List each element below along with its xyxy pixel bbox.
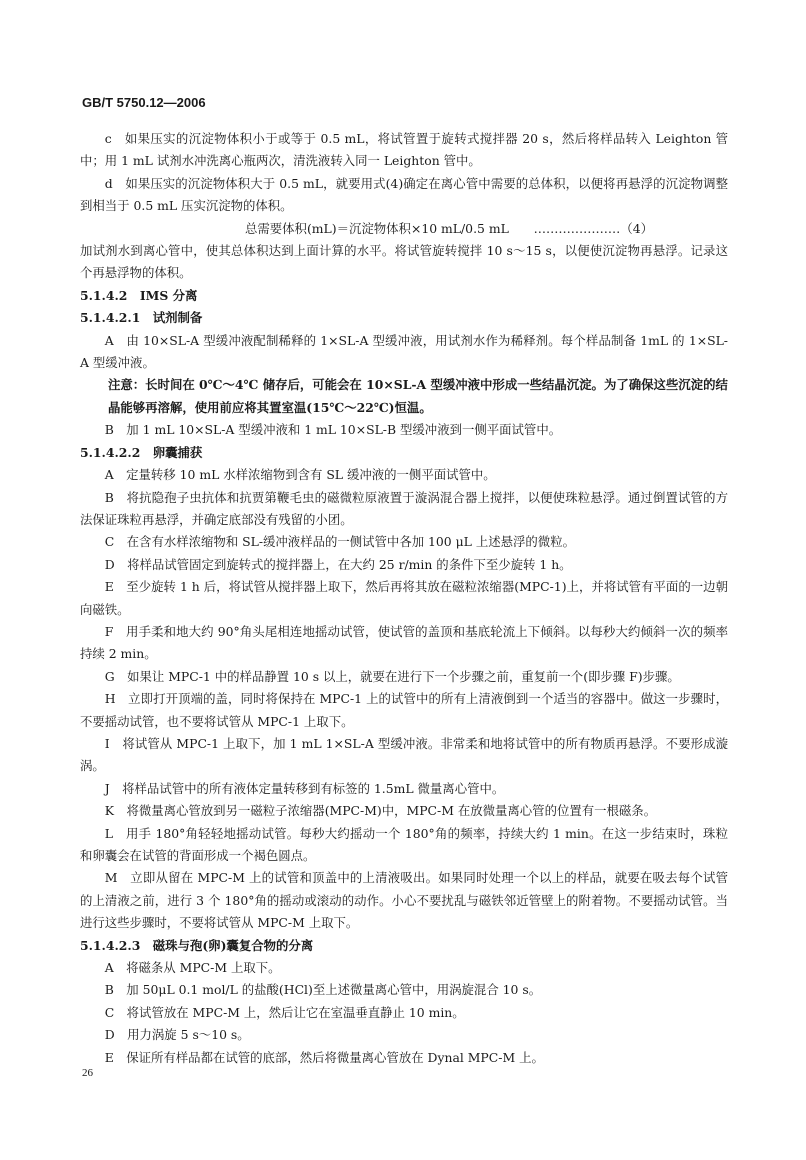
paragraph: 加试剂水到离心管中，使其总体积达到上面计算的水平。将试管旋转搅拌 10 s～15 s，以便使沉淀物再悬浮。记录这个再悬浮物的体积。 — [80, 243, 728, 281]
section-heading: 5.1.4.2.1 试剂制备 — [80, 310, 203, 326]
paragraph: H 立即打开顶端的盖，同时将保持在 MPC-1 上的试管中的所有上清液倒到一个适当的容器中。做这一步骤时，不要摇动试管，也不要将试管从 MPC-1 上取下。 — [80, 691, 728, 729]
note-paragraph: 注意：长时间在 0℃～4℃ 储存后，可能会在 10×SL-A 型缓冲液中形成一些结晶沉淀。为了确保这些沉淀的结晶能够再溶解，使用前应将其置室温(15℃～22℃)恒温。 — [108, 377, 728, 415]
formula-line: 总需要体积(mL)＝沉淀物体积×10 mL/0.5 mL …………………（4） — [245, 220, 653, 236]
paragraph: D 将样品试管固定到旋转式的搅拌器上，在大约 25 r/min 的条件下至少旋转 1 h。 — [104, 556, 572, 572]
standard-number-header: GB/T 5750.12—2006 — [82, 95, 206, 110]
paragraph: A 将磁条从 MPC-M 上取下。 — [104, 960, 281, 976]
section-heading: 5.1.4.2.2 卵囊捕获 — [80, 444, 203, 460]
paragraph: G 如果让 MPC-1 中的样品静置 10 s 以上，就要在进行下一个步骤之前，重复前一个(即步骤 F)步骤。 — [104, 668, 680, 684]
paragraph: B 将抗隐孢子虫抗体和抗贾第鞭毛虫的磁微粒原液置于漩涡混合器上搅拌，以便使珠粒悬浮。通过倒置试管的方法保证珠粒再悬浮，并确定底部没有残留的小团。 — [80, 489, 728, 527]
paragraph: A 定量转移 10 mL 水样浓缩物到含有 SL 缓冲液的一侧平面试管中。 — [104, 467, 496, 483]
paragraph: D 用力涡旋 5 s～10 s。 — [104, 1027, 250, 1043]
paragraph: I 将试管从 MPC-1 上取下，加 1 mL 1×SL-A 型缓冲液。非常柔和地将试管中的所有物质再悬浮。不要形成漩涡。 — [80, 735, 728, 774]
paragraph: L 用手 180°角轻轻地摇动试管。每秒大约摇动一个 180°角的频率，持续大约 1 min。在这一步结束时，珠粒和卵囊会在试管的背面形成一个褐色圆点。 — [80, 825, 728, 863]
section-heading: 5.1.4.2 IMS 分离 — [80, 287, 198, 303]
paragraph: M 立即从留在 MPC-M 上的试管和顶盖中的上清液吸出。如果同时处理一个以上的样品，就要在吸去每个试管的上清液之前，进行 3 个 180°角的摇动或滚动的动作。小心不要扰乱与磁铁邻近管壁上的附着物。不要摇动试管。当进行这些步骤时，不要将试管从 MPC-M 上取下。 — [80, 870, 728, 931]
paragraph: C 将试管放在 MPC-M 上，然后让它在室温垂直静止 10 min。 — [104, 1004, 465, 1020]
paragraph: A 由 10×SL-A 型缓冲液配制稀释的 1×SL-A 型缓冲液，用试剂水作为稀释剂。每个样品制备 1mL 的 1×SL-A 型缓冲液。 — [80, 332, 728, 371]
paragraph: F 用手柔和地大约 90°角头尾相连地摇动试管，使试管的盖顶和基底轮流上下倾斜。以每秒大约倾斜一次的频率持续 2 min。 — [80, 623, 728, 662]
paragraph: B 加 50μL 0.1 mol/L 的盐酸(HCl)至上述微量离心管中，用涡旋混合 10 s。 — [104, 982, 542, 998]
paragraph: J 将样品试管中的所有液体定量转移到有标签的 1.5mL 微量离心管中。 — [104, 780, 505, 796]
page-number: 26 — [82, 1067, 93, 1079]
paragraph: c 如果压实的沉淀物体积小于或等于 0.5 mL，将试管置于旋转式搅拌器 20 s，然后将样品转入 Leighton 管中；用 1 mL 试剂水冲洗离心瓶两次，清洗液转入同一 Leighton 管中。 — [80, 131, 728, 169]
paragraph: E 至少旋转 1 h 后，将试管从搅拌器上取下，然后再将其放在磁粒浓缩器(MPC-1)上，并将试管有平面的一边朝向磁铁。 — [80, 579, 728, 617]
paragraph: d 如果压实的沉淀物体积大于 0.5 mL，就要用式(4)确定在离心管中需要的总体积，以便将再悬浮的沉淀物调整到相当于 0.5 mL 压实沉淀物的体积。 — [80, 175, 728, 214]
paragraph: C 在含有水样浓缩物和 SL-缓冲液样品的一侧试管中各加 100 μL 上述悬浮的微粒。 — [104, 534, 575, 550]
paragraph: K 将微量离心管放到另一磁粒子浓缩器(MPC-M)中，MPC-M 在放微量离心管的位置有一根磁条。 — [104, 803, 657, 819]
paragraph: B 加 1 mL 10×SL-A 型缓冲液和 1 mL 10×SL-B 型缓冲液到一侧平面试管中。 — [104, 422, 562, 438]
paragraph: E 保证所有样品都在试管的底部，然后将微量离心管放在 Dynal MPC-M 上。 — [104, 1049, 544, 1065]
section-heading: 5.1.4.2.3 磁珠与孢(卵)囊复合物的分离 — [80, 937, 314, 953]
document-body — [80, 128, 728, 1069]
